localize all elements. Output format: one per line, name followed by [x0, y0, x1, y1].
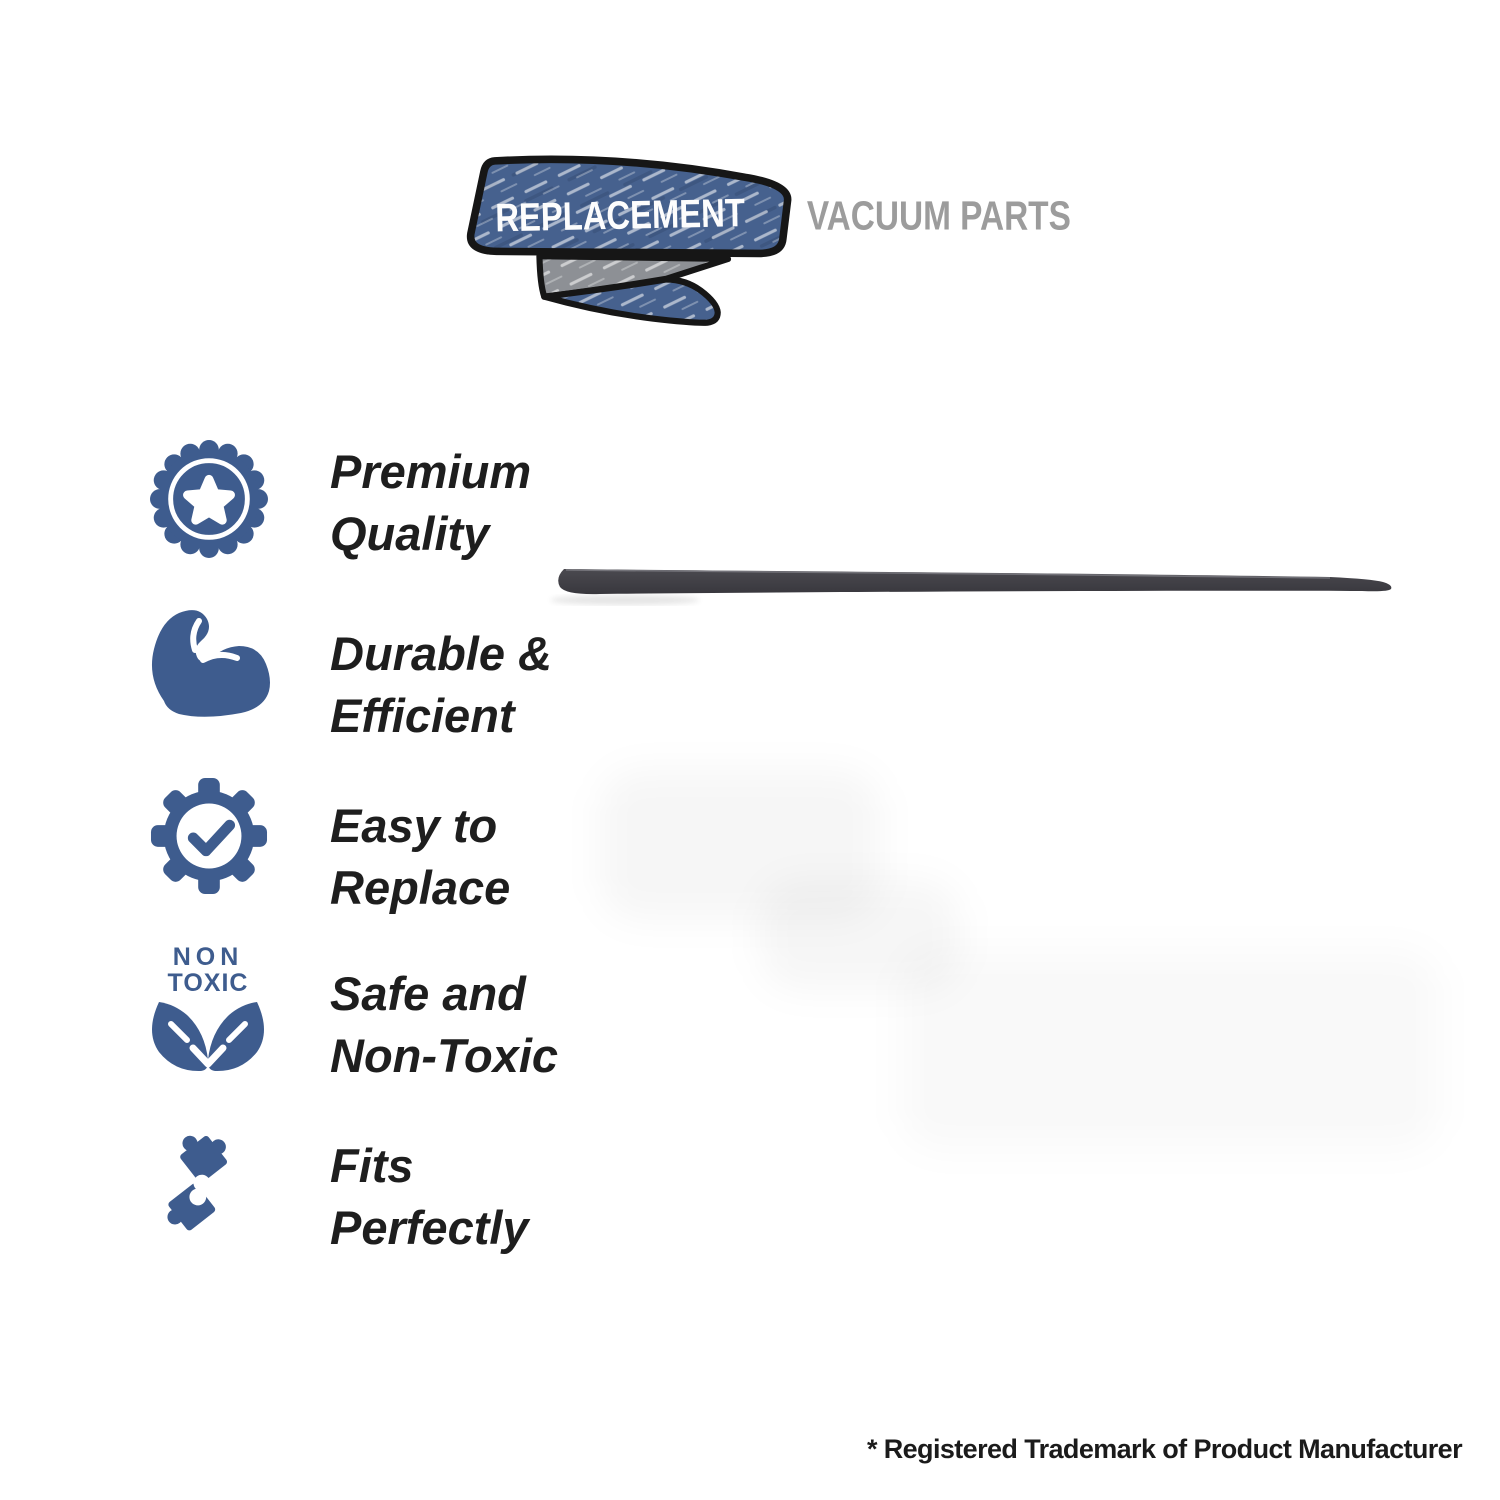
non-toxic-leaves-icon: [141, 944, 275, 1081]
feature-line: Easy to: [330, 799, 498, 852]
trademark-disclaimer: * Registered Trademark of Product Manufacturer: [866, 1434, 1462, 1464]
banner-ribbon-label: REPLACEMENT: [494, 190, 799, 241]
feature-durable-efficient: [330, 623, 552, 747]
muscle-icon: [146, 607, 272, 720]
faint-background-smudge: [900, 950, 1440, 1150]
non-toxic-icon-text: TOXIC: [167, 969, 249, 997]
feature-line: Fits: [330, 1139, 414, 1192]
banner-ribbon-graphic: [440, 80, 1400, 420]
feature-line: Premium: [330, 445, 532, 498]
feature-line: Durable &: [330, 627, 552, 680]
feature-line: Quality: [330, 507, 490, 560]
feature-premium-quality: [330, 441, 531, 565]
feature-safe-nontoxic: [330, 963, 558, 1087]
feature-line: Perfectly: [330, 1201, 529, 1254]
feature-easy-replace: [330, 795, 510, 919]
non-toxic-icon-text: NON: [172, 943, 244, 971]
premium-quality-badge-icon: [150, 440, 268, 558]
gear-check-icon: [148, 777, 270, 895]
feature-line: Safe and: [330, 967, 526, 1020]
banner-title: VACUUM PARTS: [806, 192, 1071, 239]
feature-line: Replace: [330, 861, 511, 914]
feature-line: Non-Toxic: [330, 1029, 559, 1082]
product-image-squeegee-strip: [540, 550, 1410, 612]
leaves-graphic: [147, 998, 269, 1076]
puzzle-pieces-icon: [143, 1134, 258, 1242]
feature-line: Efficient: [330, 689, 515, 742]
feature-fits-perfectly: [330, 1135, 529, 1259]
